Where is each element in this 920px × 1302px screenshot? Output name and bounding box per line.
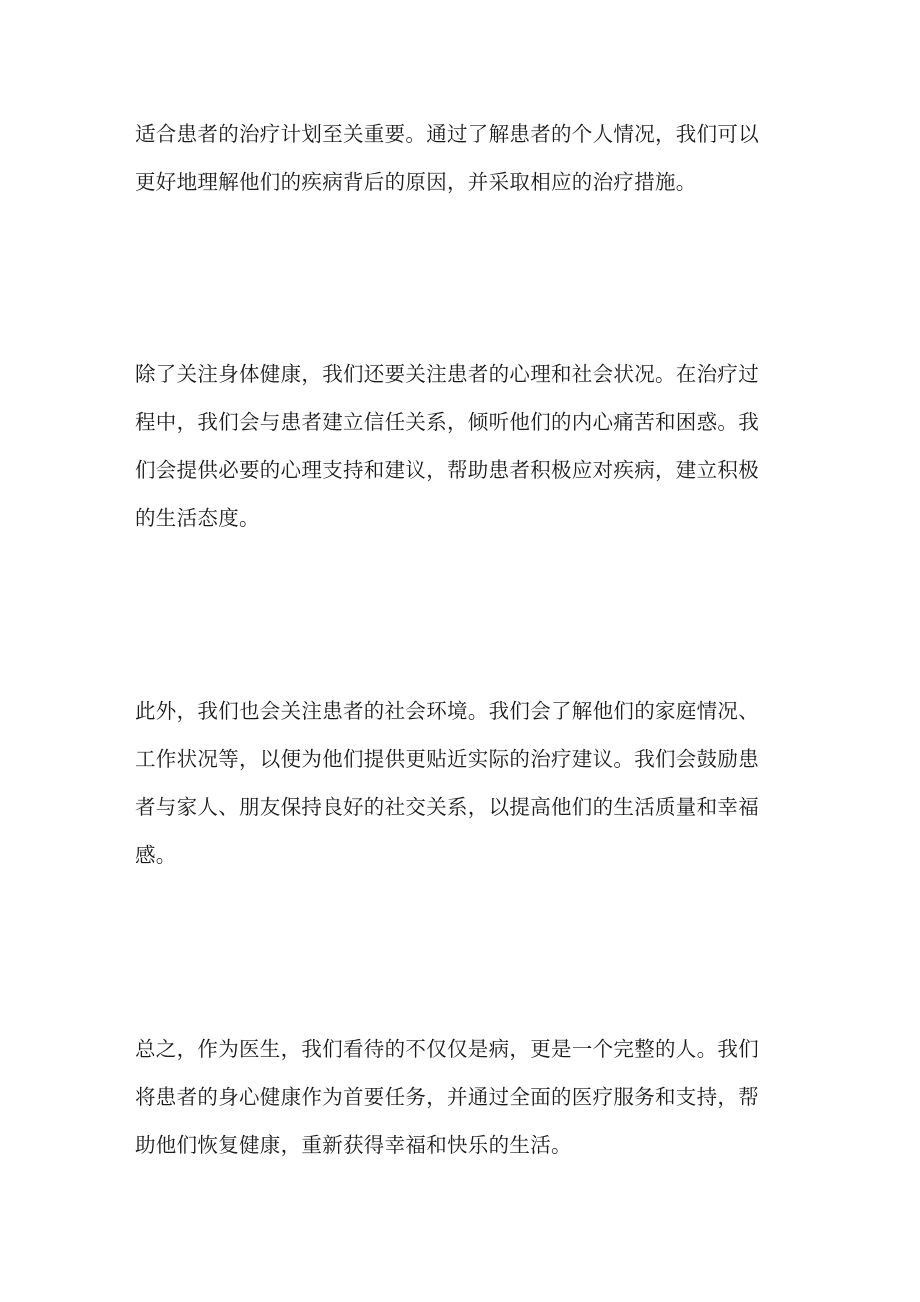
paragraph-psychological-care (135, 350, 795, 542)
paragraph-line: 除了关注身体健康，我们还要关注患者的心理和社会状况。在治疗过 (135, 362, 759, 386)
paragraph-line: 适合患者的治疗计划至关重要。通过了解患者的个人情况，我们可以 (135, 122, 759, 146)
paragraph-line: 助他们恢复健康，重新获得幸福和快乐的生活。 (135, 1133, 572, 1157)
paragraph-line: 们会提供必要的心理支持和建议，帮助患者积极应对疾病，建立积极 (135, 458, 759, 482)
paragraph-line: 程中，我们会与患者建立信任关系，倾听他们的内心痛苦和困惑。我 (135, 410, 759, 434)
paragraph-line: 者与家人、朋友保持良好的社交关系，以提高他们的生活质量和幸福 (135, 795, 759, 819)
paragraph-line: 总之，作为医生，我们看待的不仅仅是病，更是一个完整的人。我们 (135, 1037, 759, 1061)
paragraph-social-environment (135, 687, 795, 879)
paragraph-treatment-plan (135, 110, 795, 206)
paragraph-line: 工作状况等，以便为他们提供更贴近实际的治疗建议。我们会鼓励患 (135, 747, 759, 771)
paragraph-line: 将患者的身心健康作为首要任务，并通过全面的医疗服务和支持，帮 (135, 1085, 759, 1109)
paragraph-line: 的生活态度。 (135, 506, 260, 530)
paragraph-line: 更好地理解他们的疾病背后的原因，并采取相应的治疗措施。 (135, 170, 697, 194)
paragraph-line: 此外，我们也会关注患者的社会环境。我们会了解他们的家庭情况、 (135, 699, 759, 723)
paragraph-conclusion (135, 1025, 795, 1169)
paragraph-line: 感。 (135, 843, 177, 867)
